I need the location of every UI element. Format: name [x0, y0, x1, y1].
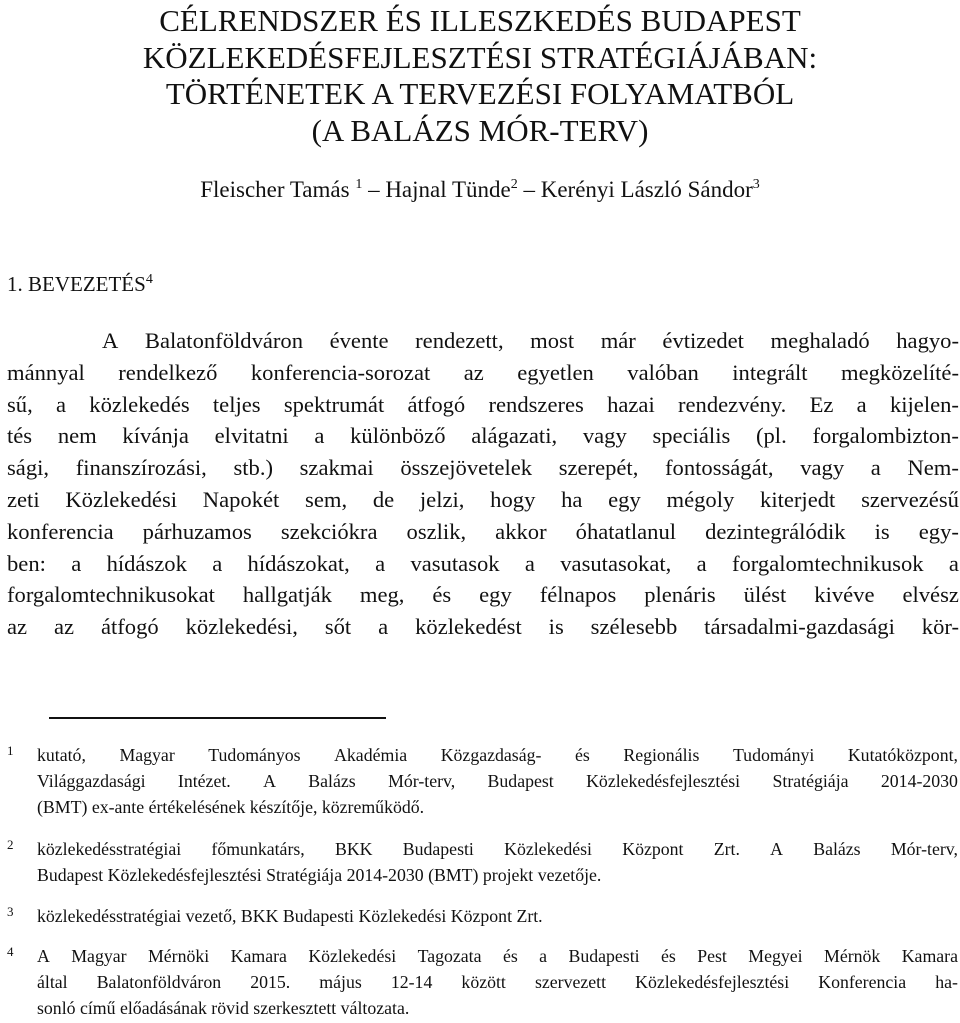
body-word: elvitatni [214, 423, 289, 449]
body-word: egy [479, 582, 512, 608]
body-word: a [948, 550, 959, 576]
body-line [7, 357, 959, 389]
footnote-word: főmunkatárs, [211, 839, 305, 859]
footnote-word: Mór-terv, [890, 839, 958, 859]
body-word: forgalomtechnikusok [731, 550, 924, 576]
footnote-word: BKK [334, 839, 373, 859]
footnote-word: Balázs [308, 771, 356, 792]
footnote-word: és [661, 946, 676, 966]
body-word: az [7, 614, 28, 640]
body-line [7, 579, 959, 611]
body-word: is [874, 518, 890, 544]
body-word: Balatonföldváron [144, 328, 304, 353]
body-word: rendszeres [488, 391, 584, 417]
body-word: évtizedet [662, 328, 744, 353]
author-name: Kerényi László Sándor [540, 177, 753, 202]
footnote-word: Mór-terv, [388, 771, 456, 792]
body-word: közlekedést [415, 614, 522, 640]
body-line [7, 484, 959, 516]
body-word: társadalmi-gazdasági [704, 614, 895, 640]
body-word: sem, [305, 486, 348, 512]
body-line [7, 452, 959, 484]
footnote-word: 2015. [250, 972, 291, 993]
body-word: vagy [800, 455, 845, 481]
body-word: a [378, 614, 389, 640]
footnote-line [37, 903, 958, 929]
footnote-word: Balázs [813, 839, 861, 859]
body-word: szakmai [299, 455, 374, 481]
body-word: átfogó [407, 391, 466, 417]
body-word: mánnyal [7, 359, 85, 385]
footnote-line [37, 768, 958, 794]
body-word: hazai [607, 391, 655, 417]
title-line: KÖZLEKEDÉSFEJLESZTÉSI STRATÉGIÁJÁBAN: [142, 39, 818, 75]
footnote-number: 3 [7, 904, 14, 919]
author-list [0, 175, 960, 205]
footnote-word: Kamara [230, 946, 287, 966]
body-word: hogy [490, 486, 536, 512]
footnote-number: 1 [7, 743, 14, 758]
footnote-word: Balatonföldváron [96, 972, 222, 993]
footnote-text [37, 903, 958, 929]
body-word: megközelíté- [841, 359, 959, 385]
footnote-word: Tudományos [208, 745, 301, 765]
section-number: 1. [7, 272, 23, 296]
body-word: kiterjedt [760, 486, 836, 512]
body-word: évente [329, 328, 389, 353]
body-word: elvész [902, 582, 959, 608]
body-word: egyetlen [517, 359, 594, 385]
body-word: sági, [7, 455, 50, 481]
body-word: vasutasokat, [560, 550, 672, 576]
footnote-word: A [770, 839, 783, 859]
body-word: egy [608, 486, 641, 512]
body-word: ben: [7, 550, 46, 576]
footnote-word: A [263, 771, 276, 792]
footnote-word: május [319, 972, 362, 993]
body-word: vasutasok [410, 550, 500, 576]
body-paragraph [7, 325, 959, 643]
body-word: rendezett, [415, 328, 504, 353]
body-word: meghaladó [770, 328, 870, 353]
author-name: Hajnal Tünde [385, 177, 511, 202]
footnote-word: Stratégiája [772, 771, 849, 792]
body-word: rendelkező [118, 359, 218, 385]
body-word: már [600, 328, 636, 353]
body-word: Napokét [202, 486, 280, 512]
body-word: finanszírozási, [75, 455, 207, 481]
body-word: vagy [582, 423, 627, 449]
body-word: ülést [743, 582, 787, 608]
body-word: összejövetelek [400, 455, 533, 481]
footnote-word: Akadémia [334, 745, 408, 765]
footnote-word: közlekedésstratégiai vezető, BKK Budapesti Közlekedési Központ Zrt. [37, 906, 543, 926]
body-word: mégoly [666, 486, 735, 512]
body-word: konferencia-sorozat [250, 359, 431, 385]
footnote-word: Közlekedésfejlesztési [586, 771, 741, 792]
body-word: (pl. [755, 423, 787, 449]
footnote-word: Kamara [901, 946, 958, 966]
author-footnote-mark: 2 [510, 177, 518, 192]
body-word: a [524, 550, 535, 576]
body-word: de [372, 486, 395, 512]
footnote-word: Magyar [119, 745, 175, 765]
body-word: is [548, 614, 564, 640]
footnote-word: Mérnök [824, 946, 881, 966]
section-heading [7, 271, 153, 297]
body-word: egy- [918, 518, 959, 544]
footnote-word: A [37, 946, 50, 966]
body-word: szervezésű [861, 486, 959, 512]
body-word: hagyo- [896, 328, 959, 353]
author-footnote-mark: 3 [752, 177, 760, 192]
body-word: stb.) [233, 455, 273, 481]
body-word: az [463, 359, 484, 385]
footnote-word: Budapest Közlekedésfejlesztési Stratégiája 2014-2030 (BMT) projekt vezetője. [37, 865, 602, 886]
body-word: A [102, 328, 119, 353]
body-word: szerepét, [558, 455, 639, 481]
footnote-word: Mérnöki [147, 946, 210, 966]
body-word: fontosságát, [665, 455, 774, 481]
footnote-word: Zrt. [713, 839, 740, 859]
footnote-word: Regionális [623, 745, 700, 765]
footnote-word: Világgazdasági [37, 771, 146, 792]
section-footnote-mark: 4 [145, 272, 153, 287]
footnote-line [37, 943, 958, 969]
footnote-word: Konferencia [818, 972, 907, 993]
title-line: TÖRTÉNETEK A TERVEZÉSI FOLYAMATBÓL [165, 76, 795, 111]
body-word: most [530, 328, 575, 353]
body-word: a [71, 550, 82, 576]
body-word: spektrumát [283, 391, 385, 417]
body-word: a [56, 391, 67, 417]
body-word: tés [7, 423, 33, 449]
body-word: különböző [350, 423, 446, 449]
footnote-word: Tudományi [732, 745, 815, 765]
body-word: sű, [7, 391, 33, 417]
body-word: a [856, 391, 867, 417]
footnote-word: által [37, 972, 68, 993]
footnote-word: szervezett [534, 972, 607, 993]
footnote-word: 2014-2030 [880, 771, 958, 792]
body-word: és [432, 582, 452, 608]
footnote-word: sonló című előadásának rövid szerkesztett változata. [37, 998, 410, 1019]
footnote-word: Közgazdaság- [440, 745, 542, 765]
body-word: az [53, 614, 75, 640]
body-line [7, 611, 959, 643]
footnote-word: Központ [622, 839, 684, 859]
body-line [7, 420, 959, 452]
body-word: kijelen- [889, 391, 959, 417]
body-word: a [314, 423, 325, 449]
footnote-word: Kutatóközpont, [847, 745, 958, 765]
footnote-number: 2 [7, 837, 14, 852]
body-word: sőt [324, 614, 352, 640]
body-word: félnapos [539, 582, 617, 608]
body-word: hallgatják [242, 582, 332, 608]
footnote-text [37, 836, 958, 888]
body-word: integrált [732, 359, 808, 385]
footnote-line [37, 836, 958, 862]
footnote-word: a [539, 946, 548, 966]
body-word: dezintegrálódik [705, 518, 846, 544]
body-word: speciális [652, 423, 731, 449]
body-word: ha [561, 486, 583, 512]
footnote-word: és [502, 946, 518, 966]
footnote-word: Pest [697, 946, 727, 966]
footnote-word: Megyei [748, 946, 803, 966]
author-name: Fleischer Tamás [200, 177, 350, 202]
footnote-line [37, 742, 958, 768]
body-word: párhuzamos [142, 518, 252, 544]
body-line [7, 325, 959, 357]
footnote-word: Tagozata [417, 946, 482, 966]
author-separator: – [368, 177, 380, 202]
body-word: a [212, 550, 223, 576]
body-word: valóban [627, 359, 699, 385]
footnote-word: Intézet. [177, 771, 231, 792]
footnote-text [37, 742, 958, 821]
footnote-line [37, 995, 958, 1021]
footnote-word: Budapesti [402, 839, 474, 859]
body-word: meg, [359, 582, 405, 608]
footnote-text [37, 943, 958, 1022]
body-word: óhatatlanul [575, 518, 677, 544]
body-word: kör- [921, 614, 959, 640]
body-word: akkor [495, 518, 547, 544]
footnote-line [37, 969, 958, 995]
footnote-word: között [461, 972, 506, 993]
footnote-word: közlekedésstratégiai [37, 839, 182, 859]
body-word: alágazati, [471, 423, 558, 449]
body-word: átfogó [100, 614, 159, 640]
footnote-word: kutató, [37, 745, 86, 765]
body-word: nem [57, 423, 97, 449]
body-line [7, 516, 959, 548]
section-title: BEVEZETÉS [28, 272, 146, 296]
footnote-word: Magyar [71, 946, 127, 966]
body-word: plenáris [644, 582, 716, 608]
body-word: forgalombizton- [812, 423, 959, 449]
body-word: konferencia [7, 518, 114, 544]
body-word: Ez [809, 391, 834, 417]
body-word: a [696, 550, 707, 576]
body-word: szélesebb [590, 614, 678, 640]
title-line: (A BALÁZS MÓR-TERV) [311, 112, 649, 148]
footnote-word: Budapesti [568, 946, 640, 966]
body-word: Közlekedési [65, 486, 178, 512]
body-word: szekciókra [280, 518, 378, 544]
footnote-word: Közlekedési [504, 839, 592, 859]
title-line: CÉLRENDSZER ÉS ILLESZKEDÉS BUDAPEST [159, 3, 801, 38]
author-footnote-mark: 1 [355, 177, 363, 192]
body-word: közlekedés [89, 391, 190, 417]
body-word: rendezvény. [678, 391, 787, 417]
body-word: forgalomtechnikusokat [7, 582, 215, 608]
body-word: hídászokat, [247, 550, 350, 576]
body-word: oszlik, [406, 518, 467, 544]
footnote-word: Budapest [487, 771, 554, 792]
footnote-word: Közlekedésfejlesztési [635, 972, 790, 993]
body-line [7, 548, 959, 580]
footnote-word: (BMT) ex-ante értékelésének készítője, közreműködő. [37, 797, 425, 818]
body-word: közlekedési, [185, 614, 298, 640]
footnote-number: 4 [7, 944, 14, 959]
body-word: teljes [212, 391, 261, 417]
footnote-line [37, 862, 958, 888]
footnote-word: ha- [935, 972, 958, 993]
footnote-separator [49, 717, 386, 719]
body-word: jelzi, [419, 486, 465, 512]
author-separator: – [523, 177, 535, 202]
body-word: hídászok [106, 550, 187, 576]
body-word: a [375, 550, 386, 576]
footnote-line [37, 794, 958, 820]
footnote-word: Közlekedési [308, 946, 397, 966]
footnote-word: és [574, 745, 590, 765]
footnote-word: 12-14 [390, 972, 433, 993]
body-word: kivéve [814, 582, 875, 608]
paper-title [0, 3, 960, 149]
body-line [7, 389, 959, 421]
body-word: a [870, 455, 881, 481]
body-word: zeti [7, 486, 40, 512]
body-word: Nem- [907, 455, 959, 481]
body-word: kívánja [122, 423, 189, 449]
